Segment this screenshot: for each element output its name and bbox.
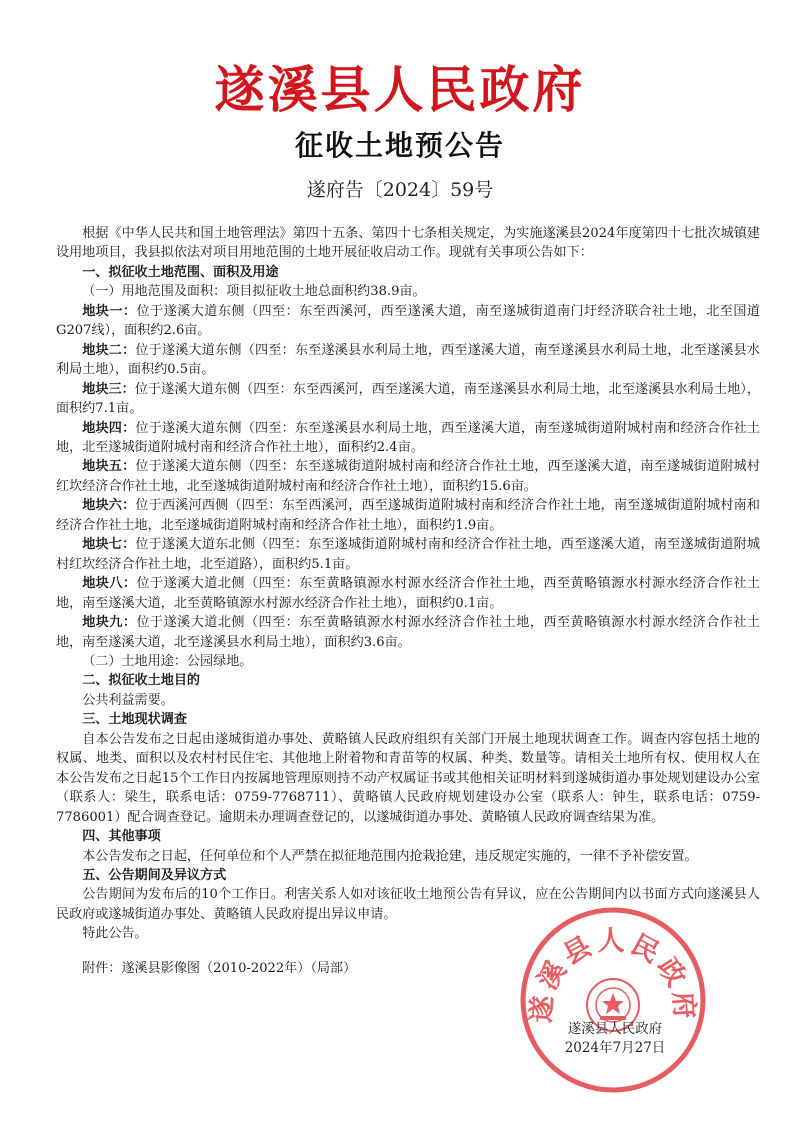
plot-label: 地块三：	[82, 381, 135, 397]
signature-block	[520, 1020, 710, 1058]
plot-paragraph	[56, 419, 760, 458]
section-text: 本公告发布之日起，任何单位和个人严禁在拟征地范围内抢栽抢建，违反规定实施的，一律不予补偿安置。	[82, 848, 698, 864]
plot-label: 地块二：	[82, 342, 136, 358]
notice-title: 征收土地预公告	[294, 129, 505, 162]
plot-paragraph	[56, 457, 760, 496]
attachment-note: 附件：遂溪县影像图（2010-2022年）（局部）	[82, 960, 357, 976]
notice-body	[56, 224, 760, 978]
official-seal	[513, 900, 713, 1100]
plot-paragraph	[56, 574, 760, 613]
plot-text: 位于遂溪大道东北侧（四至：东至遂城街道附城村南和经济合作社土地，西至遂溪大道，南至遂城街道附城村红坎经济合作社土地，北至道路），面积约5.1亩。	[56, 537, 761, 572]
plot-text: 位于遂溪大道北侧（四至：东至黄略镇源水村源水经济合作社土地，西至黄略镇源水村源水经济合作社土地，南至遂溪大道，北至黄略镇源水村源水经济合作社土地），面积约0.1亩。	[56, 576, 761, 611]
section-heading: 一、拟征收土地范围、面积及用途	[82, 264, 279, 280]
section-text: 公共利益需要。	[82, 692, 174, 708]
plot-paragraph	[56, 302, 760, 341]
intro-paragraph: 根据《中华人民共和国土地管理法》第四十五条、第四十七条相关规定，为实施遂溪县2024年度第四十七批次城镇建设用地项目，我县拟依法对项目用地范围的土地开展征收启动工作。现就有关事项公告如下：	[56, 226, 760, 261]
closing-text: 特此公告。	[82, 926, 148, 942]
section-heading: 三、土地现状调查	[82, 712, 187, 728]
plot-text: 位于遂溪大道东侧（四至：东至遂溪县水利局土地，西至遂溪大道，南至遂城街道附城村南和经济合作社土地，北至遂城街道附城村南和经济合作社土地），面积约2.4亩。	[56, 420, 761, 455]
plot-paragraph	[56, 380, 760, 419]
plot-paragraph	[56, 613, 760, 652]
section-heading: 五、公告期间及异议方式	[82, 867, 227, 883]
plot-label: 地块四：	[82, 420, 136, 436]
plot-label: 地块五：	[82, 459, 136, 475]
section-text: 公告期间为发布后的10个工作日。利害关系人如对该征收土地预公告有异议，应在公告期间内以书面方式向遂溪县人民政府或遂城街道办事处、黄略镇人民政府提出异议申请。	[56, 887, 760, 922]
document-number: 遂府告〔2024〕59号	[306, 179, 494, 201]
plot-label: 地块九：	[82, 615, 137, 631]
seal-lettering: 遂溪县人民政府	[526, 925, 700, 1024]
plot-text: 位于遂溪大道东侧（四至：东至西溪河，西至遂溪大道，南至遂溪县水利局土地，北至遂溪县水利局土地），面积约7.1亩。	[56, 381, 761, 417]
plot-text: 位于遂溪大道东侧（四至：东至遂城街道附城村南和经济合作社土地，西至遂溪大道，南至遂城街道附城村红坎经济合作社土地，北至遂城街道附城村南和经济合作社土地），面积约15.6亩。	[56, 459, 761, 494]
land-use-paragraph: （二）土地用途：公园绿地。	[82, 653, 253, 669]
plot-paragraph	[56, 535, 760, 574]
plot-text: 位于遂溪大道北侧（四至：东至黄略镇源水村源水经济合作社土地，西至黄略镇源水村源水经济合作社土地，南至遂溪大道，北至遂溪县水利局土地），面积约3.6亩。	[56, 615, 761, 650]
government-header: 遂溪县人民政府	[214, 61, 586, 119]
plot-text: 位于西溪河西侧（四至：东至西溪河，西至遂城街道附城村南和经济合作社土地，南至遂城街道附城村南和经济合作社土地，北至遂城街道附城村南和经济合作社土地），面积约1.9亩。	[56, 498, 761, 533]
signature-org: 遂溪县人民政府	[567, 1021, 663, 1037]
section-heading: 四、其他事项	[82, 829, 161, 845]
plot-label: 地块一：	[82, 303, 137, 319]
plot-paragraph	[56, 341, 760, 380]
signature-date: 2024年7月27日	[564, 1040, 666, 1056]
plot-text: 位于遂溪大道东侧（四至：东至西溪河，西至遂溪大道，南至遂城街道南门圩经济联合社土地，北至国道G207线），面积约2.6亩。	[56, 303, 761, 339]
land-area-paragraph: （一）用地范围及面积：项目拟征收土地总面积约38.9亩。	[82, 284, 426, 300]
section-heading: 二、拟征收土地目的	[82, 673, 201, 689]
plot-label: 地块六：	[82, 498, 136, 514]
plot-text: 位于遂溪大道东侧（四至：东至遂溪县水利局土地，西至遂溪大道，南至遂溪县水利局土地，北至遂溪县水利局土地），面积约0.5亩。	[56, 342, 761, 378]
plot-label: 地块七：	[82, 537, 136, 553]
section-text: 自本公告发布之日起由遂城街道办事处、黄略镇人民政府组织有关部门开展土地现状调查工作。调查内容包括土地的权属、地类、面积以及农村村民住宅、其他地上附着物和青苗等的权属、种类、数量等。请相关土地所有权、使用权人在本公告发布之日起15个工作日内按属地管理原则持不动产权属证书或其他相关证明材料到遂城街道办事处规划建设办公室（联系人：梁生，联系电话：0759-7768711）、黄略镇人民政府规划建设办公室（联系人：钟生，联系电话：0759-7786001）配合调查登记。逾期未办理调查登记的，以遂城街道办事处、黄略镇人民政府调查结果为准。	[56, 731, 760, 825]
plot-paragraph	[56, 496, 760, 535]
plot-label: 地块八：	[82, 576, 137, 592]
